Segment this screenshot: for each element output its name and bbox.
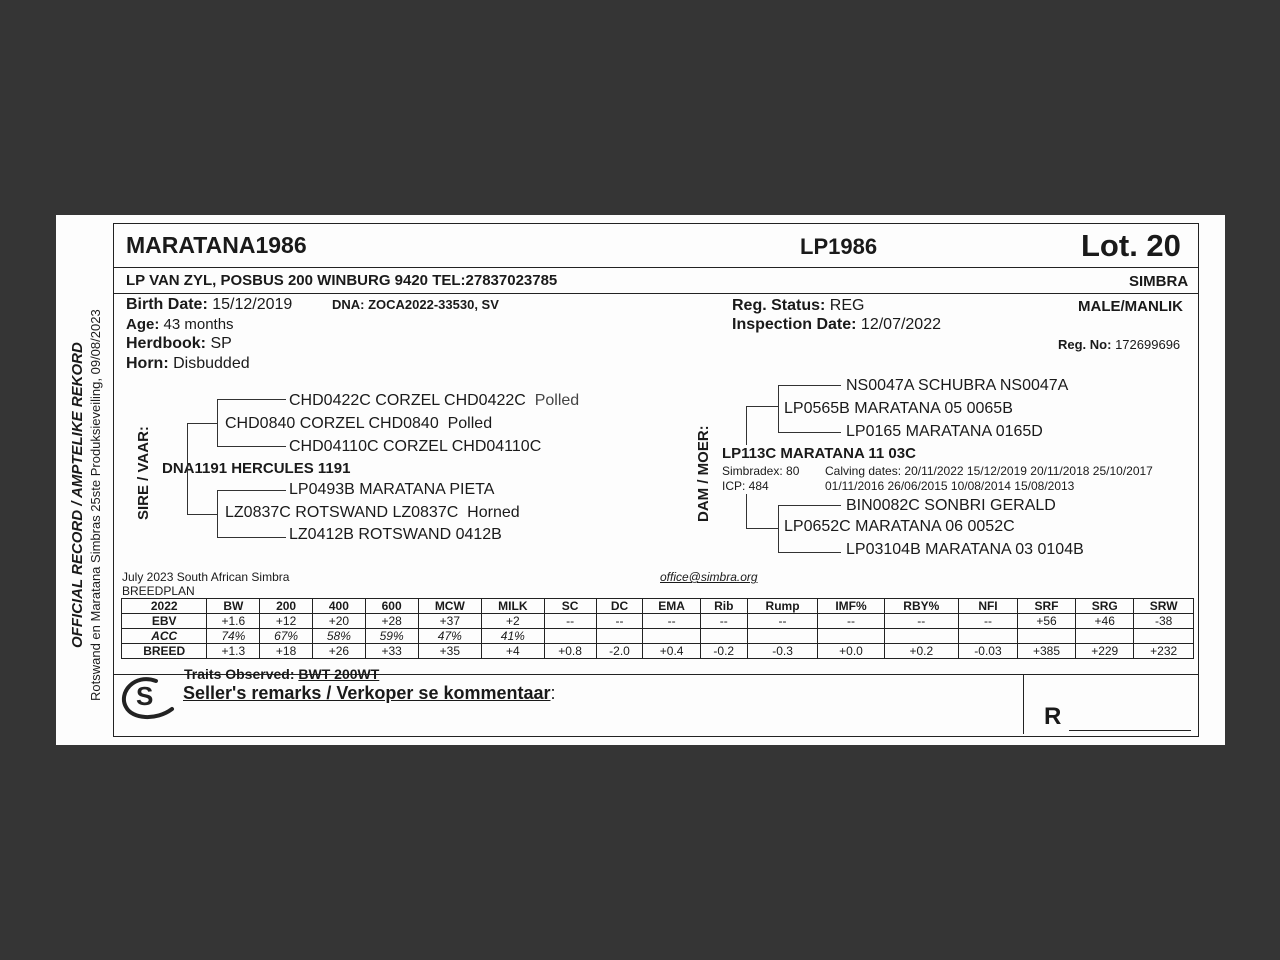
- table-cell: -38: [1134, 614, 1194, 629]
- table-cell: +46: [1076, 614, 1134, 629]
- table-cell: +18: [260, 644, 313, 659]
- table-cell: +4: [482, 644, 544, 659]
- table-cell: +0.2: [884, 644, 959, 659]
- sire-dam-sire: LP0493B MARATANA PIETA: [289, 481, 495, 498]
- table-cell: EBV: [122, 614, 207, 629]
- dna-code: DNA: ZOCA2022-33530, SV: [332, 297, 499, 312]
- inspection-date: Inspection Date: 12/07/2022: [732, 316, 941, 333]
- price-label: R: [1044, 703, 1062, 730]
- lot-number: Lot. 20: [1081, 228, 1181, 263]
- table-cell: 200: [260, 599, 313, 614]
- table-cell: +0.0: [818, 644, 884, 659]
- table-cell: SC: [544, 599, 596, 614]
- table-cell: BREED: [122, 644, 207, 659]
- table-cell: --: [747, 614, 818, 629]
- table-cell: -2.0: [596, 644, 643, 659]
- table-cell: +2: [482, 614, 544, 629]
- breedplan-label: BREEDPLAN: [122, 584, 195, 598]
- table-cell: +232: [1134, 644, 1194, 659]
- dam-sire: LP0565B MARATANA 05 0065B: [784, 400, 1013, 417]
- simbradex: Simbradex: 80: [722, 464, 800, 478]
- seller-remarks-label: Seller's remarks / Verkoper se kommentaar:: [183, 683, 556, 703]
- dam-label: DAM / MOER:: [695, 425, 712, 522]
- table-cell: +385: [1017, 644, 1075, 659]
- table-cell: RBY%: [884, 599, 959, 614]
- table-cell: --: [544, 614, 596, 629]
- price-input-line[interactable]: [1069, 730, 1191, 731]
- table-row-breed: [122, 644, 1194, 659]
- table-header-row: [122, 599, 1194, 614]
- table-cell: [1076, 629, 1134, 644]
- table-cell: +0.8: [544, 644, 596, 659]
- table-cell: [596, 629, 643, 644]
- dam-lower-bracket: [746, 494, 779, 529]
- animal-id: LP1986: [800, 234, 878, 259]
- table-row-ebv: [122, 614, 1194, 629]
- table-cell: -0.03: [959, 644, 1018, 659]
- table-cell: Rib: [700, 599, 747, 614]
- header-divider: [113, 267, 1198, 268]
- lot-card: [56, 215, 1225, 745]
- table-cell: 41%: [482, 629, 544, 644]
- table-cell: +1.3: [207, 644, 260, 659]
- owner-divider: [113, 293, 1198, 294]
- table-cell: -0.3: [747, 644, 818, 659]
- table-cell: [747, 629, 818, 644]
- price-divider: [1023, 674, 1024, 734]
- herdbook: Herdbook: SP: [126, 335, 232, 352]
- table-cell: --: [596, 614, 643, 629]
- table-cell: [818, 629, 884, 644]
- table-cell: --: [884, 614, 959, 629]
- table-cell: +26: [312, 644, 365, 659]
- table-cell: --: [700, 614, 747, 629]
- sale-label: Rotswand en Maratana Simbras 25ste Produksieveiling, 09/08/2023: [88, 309, 103, 701]
- table-cell: +0.4: [643, 644, 701, 659]
- table-cell: +28: [365, 614, 418, 629]
- sire-dam: LZ0837C ROTSWAND LZ0837C Horned: [225, 504, 520, 521]
- table-cell: DC: [596, 599, 643, 614]
- table-cell: [544, 629, 596, 644]
- birth-date: Birth Date: 15/12/2019: [126, 296, 293, 313]
- table-cell: +12: [260, 614, 313, 629]
- email-link[interactable]: office@simbra.org: [660, 570, 758, 584]
- owner-address: LP VAN ZYL, POSBUS 200 WINBURG 9420 TEL:27837023785: [126, 272, 558, 289]
- table-cell: --: [643, 614, 701, 629]
- table-cell: 58%: [312, 629, 365, 644]
- animal-name: MARATANA1986: [126, 232, 307, 258]
- table-cell: IMF%: [818, 599, 884, 614]
- breedplan-source: July 2023 South African Simbra: [122, 570, 290, 584]
- logo-letter: S: [136, 681, 154, 711]
- table-cell: BW: [207, 599, 260, 614]
- table-cell: 59%: [365, 629, 418, 644]
- table-cell: MILK: [482, 599, 544, 614]
- simbra-logo: [116, 673, 180, 723]
- breed-name: SIMBRA: [1129, 273, 1189, 290]
- reg-number: Reg. No: 172699696: [1058, 337, 1181, 352]
- table-cell: NFI: [959, 599, 1018, 614]
- table-cell: ACC: [122, 629, 207, 644]
- reg-status: Reg. Status: REG: [732, 297, 865, 314]
- table-cell: [700, 629, 747, 644]
- table-cell: --: [818, 614, 884, 629]
- traits-observed: Traits Observed: BWT 200WT: [184, 666, 380, 682]
- sire-bracket: [187, 423, 218, 515]
- official-record-label: OFFICIAL RECORD / AMPTELIKE REKORD: [69, 342, 86, 648]
- table-cell: 2022: [122, 599, 207, 614]
- dam-sire-dam: LP0165 MARATANA 0165D: [846, 423, 1043, 440]
- table-cell: SRG: [1076, 599, 1134, 614]
- table-cell: +1.6: [207, 614, 260, 629]
- table-cell: MCW: [418, 599, 482, 614]
- table-cell: +20: [312, 614, 365, 629]
- table-cell: SRW: [1134, 599, 1194, 614]
- dam-upper-bracket: [746, 406, 779, 445]
- table-cell: --: [959, 614, 1018, 629]
- sire-label: SIRE / VAAR:: [135, 426, 152, 520]
- table-cell: 74%: [207, 629, 260, 644]
- table-cell: [1134, 629, 1194, 644]
- dam-name: LP113C MARATANA 11 03C: [722, 445, 916, 462]
- table-cell: +37: [418, 614, 482, 629]
- sire-sire-dam: CHD04110C CORZEL CHD04110C: [289, 438, 542, 455]
- dam-dam-sire: BIN0082C SONBRI GERALD: [846, 497, 1056, 514]
- dam-sire-sire: NS0047A SCHUBRA NS0047A: [846, 377, 1069, 394]
- table-cell: +35: [418, 644, 482, 659]
- sire-dam-dam: LZ0412B ROTSWAND 0412B: [289, 526, 502, 543]
- breedplan-table: [121, 598, 1194, 659]
- dam-dam: LP0652C MARATANA 06 0052C: [784, 518, 1015, 535]
- horn-status: Horn: Disbudded: [126, 355, 250, 372]
- icp: ICP: 484: [722, 479, 769, 493]
- table-cell: 400: [312, 599, 365, 614]
- sire-sire: CHD0840 CORZEL CHD0840 Polled: [225, 415, 493, 432]
- table-cell: Rump: [747, 599, 818, 614]
- table-cell: 600: [365, 599, 418, 614]
- sex: MALE/MANLIK: [1078, 298, 1183, 315]
- sire-sire-sire: CHD0422C CORZEL CHD0422C Polled: [289, 392, 580, 409]
- table-cell: 67%: [260, 629, 313, 644]
- calving-dates: Calving dates: 20/11/2022 15/12/2019 20/11/2018 25/10/2017: [825, 464, 1153, 478]
- table-cell: [643, 629, 701, 644]
- table-cell: [884, 629, 959, 644]
- age: Age: 43 months: [126, 316, 234, 333]
- calving-dates-2: 01/11/2016 26/06/2015 10/08/2014 15/08/2013: [825, 479, 1075, 493]
- table-cell: +33: [365, 644, 418, 659]
- table-cell: -0.2: [700, 644, 747, 659]
- table-cell: +56: [1017, 614, 1075, 629]
- table-cell: SRF: [1017, 599, 1075, 614]
- table-cell: +229: [1076, 644, 1134, 659]
- dam-dam-dam: LP03104B MARATANA 03 0104B: [846, 541, 1084, 558]
- price-top: [1023, 674, 1198, 675]
- table-cell: EMA: [643, 599, 701, 614]
- table-cell: [959, 629, 1018, 644]
- sire-name: DNA1191 HERCULES 1191: [162, 460, 351, 477]
- table-row-acc: [122, 629, 1194, 644]
- table-cell: 47%: [418, 629, 482, 644]
- table-cell: [1017, 629, 1075, 644]
